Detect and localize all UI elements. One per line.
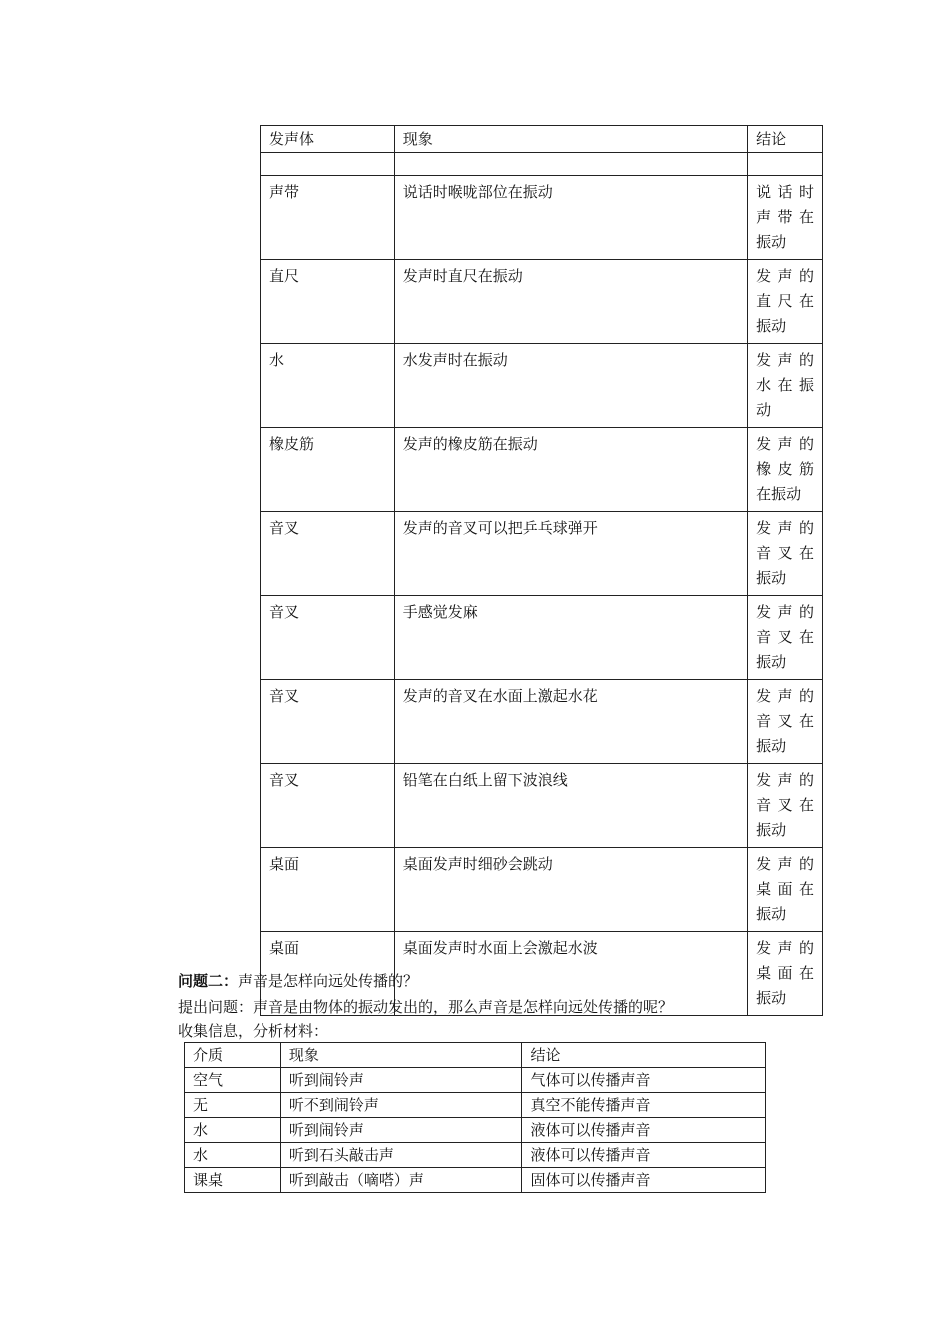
table-row xyxy=(261,596,823,680)
phenomenon-cell: 听到敲击（嘀嗒）声 xyxy=(280,1168,522,1193)
medium-cell: 课桌 xyxy=(185,1168,281,1193)
empty-cell xyxy=(261,153,395,176)
conclusion-cell: 发声的音叉在振动 xyxy=(748,680,823,764)
conclusion-cell: 气体可以传播声音 xyxy=(522,1068,766,1093)
conclusion-cell: 发声的直尺在振动 xyxy=(748,260,823,344)
source-cell: 音叉 xyxy=(261,512,395,596)
header-cell: 现象 xyxy=(394,126,747,153)
source-cell: 直尺 xyxy=(261,260,395,344)
header-cell: 现象 xyxy=(280,1043,522,1068)
phenomenon-cell: 桌面发声时细砂会跳动 xyxy=(394,848,747,932)
phenomenon-cell: 听到闹铃声 xyxy=(280,1118,522,1143)
medium-cell: 水 xyxy=(185,1118,281,1143)
table-header-row xyxy=(261,126,823,153)
table-row xyxy=(185,1143,766,1168)
table-row xyxy=(261,512,823,596)
conclusion-cell: 发声的音叉在振动 xyxy=(748,596,823,680)
table-row xyxy=(185,1168,766,1193)
table-row xyxy=(185,1118,766,1143)
question-paragraph: 提出问题：声音是由物体的振动发出的，那么声音是怎样向远处传播的呢？ xyxy=(178,998,674,1016)
empty-row xyxy=(261,153,823,176)
sound-source-table xyxy=(260,125,823,1016)
phenomenon-cell: 听到石头敲击声 xyxy=(280,1143,522,1168)
phenomenon-cell: 说话时喉咙部位在振动 xyxy=(394,176,747,260)
table-row xyxy=(261,848,823,932)
source-cell: 橡皮筋 xyxy=(261,428,395,512)
empty-cell xyxy=(748,153,823,176)
source-cell: 音叉 xyxy=(261,764,395,848)
table-row xyxy=(261,176,823,260)
conclusion-cell: 发声的音叉在振动 xyxy=(748,512,823,596)
conclusion-cell: 发声的桌面在振动 xyxy=(748,848,823,932)
table-header-row xyxy=(185,1043,766,1068)
conclusion-cell: 真空不能传播声音 xyxy=(522,1093,766,1118)
conclusion-cell: 液体可以传播声音 xyxy=(522,1118,766,1143)
source-cell: 水 xyxy=(261,344,395,428)
section-heading-bold: 问题二： xyxy=(178,972,239,990)
header-cell: 发声体 xyxy=(261,126,395,153)
medium-table xyxy=(184,1042,766,1193)
source-cell: 桌面 xyxy=(261,932,395,1016)
table-row xyxy=(185,1068,766,1093)
conclusion-cell: 固体可以传播声音 xyxy=(522,1168,766,1193)
phenomenon-cell: 发声时直尺在振动 xyxy=(394,260,747,344)
conclusion-cell: 说话时声带在振动 xyxy=(748,176,823,260)
medium-cell: 空气 xyxy=(185,1068,281,1093)
header-cell: 介质 xyxy=(185,1043,281,1068)
conclusion-cell: 发声的桌面在振动 xyxy=(748,932,823,1016)
phenomenon-cell: 水发声时在振动 xyxy=(394,344,747,428)
section-heading xyxy=(178,968,418,994)
collect-info-paragraph: 收集信息，分析材料： xyxy=(178,1022,329,1040)
conclusion-cell: 发声的橡皮筋在振动 xyxy=(748,428,823,512)
table-row xyxy=(185,1093,766,1118)
source-cell: 桌面 xyxy=(261,848,395,932)
conclusion-cell: 发声的音叉在振动 xyxy=(748,764,823,848)
phenomenon-cell: 发声的橡皮筋在振动 xyxy=(394,428,747,512)
header-cell: 结论 xyxy=(522,1043,766,1068)
conclusion-cell: 发声的水在振动 xyxy=(748,344,823,428)
phenomenon-cell: 发声的音叉在水面上激起水花 xyxy=(394,680,747,764)
phenomenon-cell: 听不到闹铃声 xyxy=(280,1093,522,1118)
table-row xyxy=(261,680,823,764)
phenomenon-cell: 听到闹铃声 xyxy=(280,1068,522,1093)
table-row xyxy=(261,428,823,512)
section-heading-text: 声音是怎样向远处传播的？ xyxy=(238,972,419,990)
table-row xyxy=(261,344,823,428)
conclusion-cell: 液体可以传播声音 xyxy=(522,1143,766,1168)
source-cell: 声带 xyxy=(261,176,395,260)
medium-cell: 无 xyxy=(185,1093,281,1118)
phenomenon-cell: 手感觉发麻 xyxy=(394,596,747,680)
header-cell: 结论 xyxy=(748,126,823,153)
table-row xyxy=(261,260,823,344)
phenomenon-cell: 桌面发声时水面上会激起水波 xyxy=(394,932,747,1016)
source-cell: 音叉 xyxy=(261,680,395,764)
medium-cell: 水 xyxy=(185,1143,281,1168)
phenomenon-cell: 铅笔在白纸上留下波浪线 xyxy=(394,764,747,848)
empty-cell xyxy=(394,153,747,176)
source-cell: 音叉 xyxy=(261,596,395,680)
table-row xyxy=(261,764,823,848)
phenomenon-cell: 发声的音叉可以把乒乓球弹开 xyxy=(394,512,747,596)
